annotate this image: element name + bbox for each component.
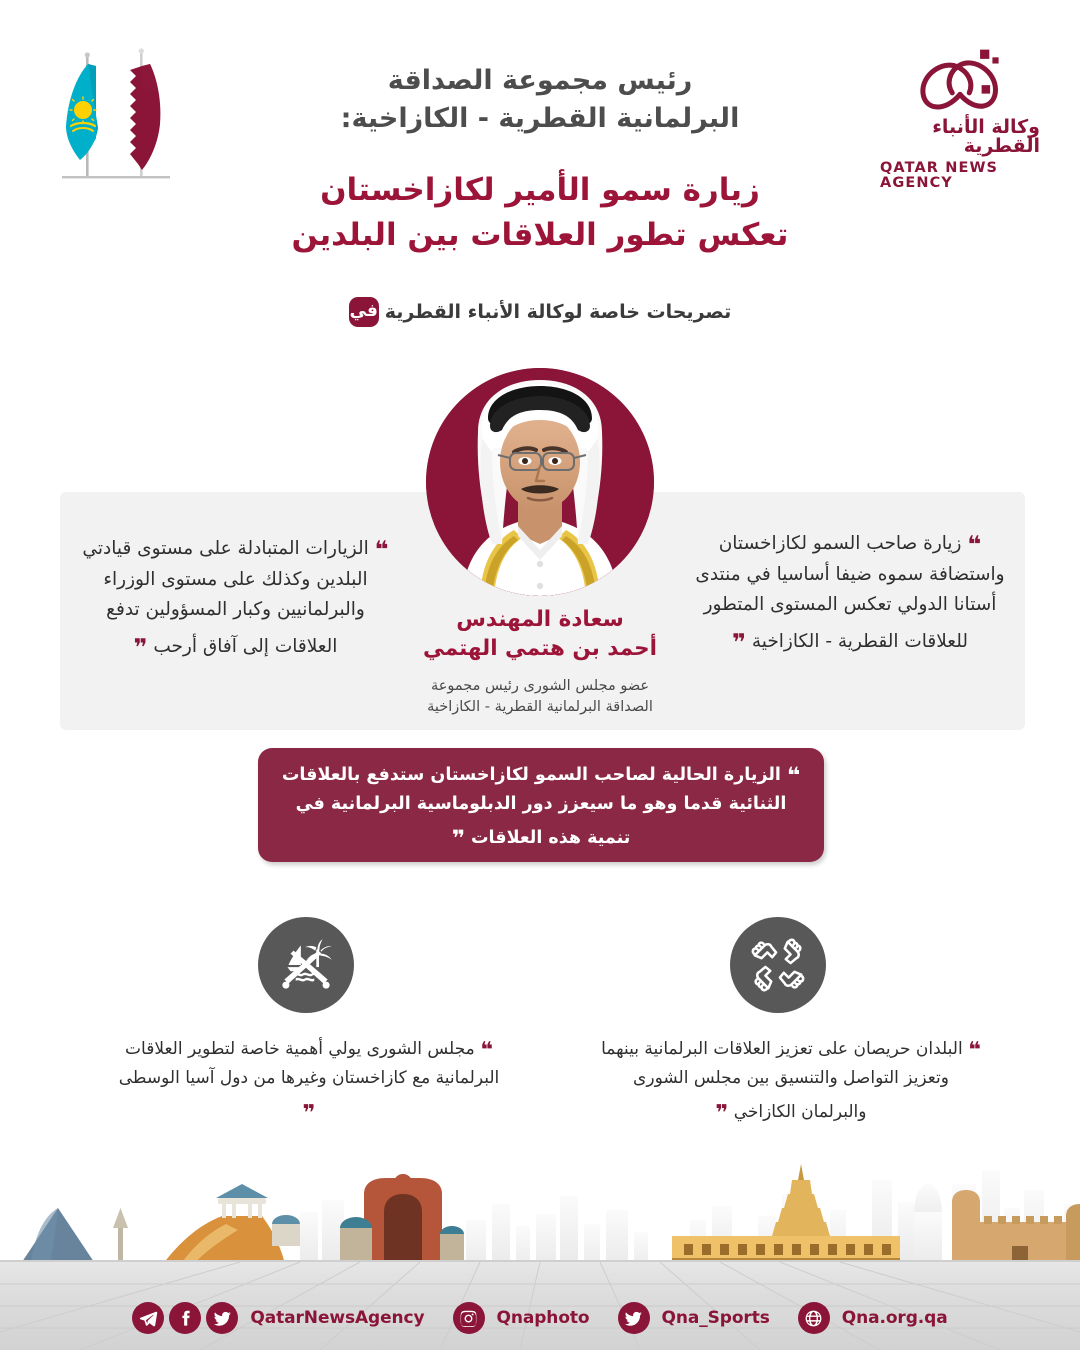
- social-footer: [0, 1296, 1080, 1340]
- twitter-icon[interactable]: [206, 1302, 238, 1334]
- person-role-line-2: الصداقة البرلمانية القطرية - الكازاخية: [427, 698, 653, 715]
- person-name: [330, 606, 750, 663]
- quote-bottom-left-text: مجلس الشورى يولي أهمية خاصة لتطوير العلاقات البرلمانية مع كازاخستان وغيرها من دول آسيا الوسطى: [118, 1039, 500, 1089]
- social-group-qnasports[interactable]: [618, 1302, 770, 1334]
- quote-close-mark: ❞: [715, 1100, 729, 1126]
- headline-line-2: تعكس تطور العلاقات بين البلدين: [291, 216, 789, 253]
- avatar-circle: [426, 368, 654, 596]
- social-handle[interactable]: Qna.org.qa: [841, 1308, 948, 1328]
- person-role: [330, 676, 750, 717]
- subtitle-strip: [0, 297, 1080, 327]
- page-title: [0, 168, 1080, 258]
- kicker-line-2: البرلمانية القطرية - الكازاخية:: [340, 103, 740, 135]
- social-handle[interactable]: QatarNewsAgency: [250, 1308, 425, 1328]
- subtitle-badge: في: [349, 297, 379, 327]
- callout-quote: [281, 756, 801, 854]
- instagram-icon[interactable]: [453, 1302, 485, 1334]
- quote-open-mark: ❝: [374, 535, 389, 564]
- person-role-line-1: عضو مجلس الشورى رئيس مجموعة: [430, 678, 650, 694]
- globe-icon[interactable]: [798, 1302, 830, 1334]
- social-group-website[interactable]: [798, 1302, 948, 1334]
- callout-box: [258, 748, 824, 862]
- logo-english-text: QATAR NEWS AGENCY: [880, 160, 999, 191]
- quote-right-text: زيارة صاحب السمو لكازاخستان واستضافة سموه ضيفا أساسيا في منتدى أستانا الدولي تعكس المستوى المتطور للعلاقات القطرية - الكازاخية: [695, 533, 1005, 653]
- kicker-line-1: رئيس مجموعة الصداقة: [387, 65, 693, 96]
- subtitle-text: تصريحات خاصة لوكالة الأنباء القطرية: [384, 301, 732, 323]
- quote-close-mark: ❞: [133, 633, 148, 662]
- qatar-emblem-icon: [258, 917, 354, 1013]
- quote-bottom-right-text: البلدان حريصان على تعزيز العلاقات البرلمانية بينهما وتعزيز التواصل والتنسيق بين مجلس الشورى والبرلمان الكازاخي: [601, 1039, 963, 1122]
- kicker: [0, 62, 1080, 139]
- quote-close-mark: ❞: [732, 628, 746, 657]
- quote-open-mark: ❝: [787, 762, 801, 789]
- headline-line-1: زيارة سمو الأمير لكازاخستان: [320, 172, 760, 208]
- quote-bottom-left: [118, 1030, 500, 1128]
- quote-bottom-right: [600, 1030, 982, 1128]
- quote-close-mark: ❞: [451, 825, 465, 852]
- social-group-qatarnewsagency[interactable]: [132, 1302, 424, 1334]
- social-group-qnaphoto[interactable]: [453, 1302, 590, 1334]
- quote-open-mark: ❝: [480, 1038, 493, 1064]
- social-handle[interactable]: Qna_Sports: [661, 1308, 770, 1328]
- quote-open-mark: ❝: [967, 530, 982, 559]
- quote-close-mark: ❞: [302, 1100, 316, 1126]
- quote-open-mark: ❝: [968, 1038, 981, 1064]
- telegram-icon[interactable]: [132, 1302, 164, 1334]
- person-name-line-2: أحمد بن هتمي الهتمي: [422, 635, 657, 661]
- portrait-illustration: [426, 368, 654, 596]
- twitter-icon[interactable]: [618, 1302, 650, 1334]
- avatar: [426, 368, 654, 596]
- person-name-line-1: سعادة المهندس: [456, 607, 624, 632]
- facebook-icon[interactable]: [169, 1302, 201, 1334]
- callout-quote-text: الزيارة الحالية لصاحب السمو لكازاخستان ستدفع بالعلاقات الثنائية قدما وهو ما سيعزز دور الدبلوماسية البرلمانية في تنمية هذه العلاقات: [281, 764, 787, 848]
- four-hands-partnership-icon: [730, 917, 826, 1013]
- quote-left-text: الزيارات المتبادلة على مستوى قيادتي البلدين وكذلك على مستوى الوزراء والبرلمانيين وكبار المسؤولين تدفع العلاقات إلى آفاق أرحب: [82, 538, 369, 658]
- social-handle[interactable]: Qnaphoto: [496, 1308, 590, 1328]
- logo-arabic-text: وكالة الأنباء القطرية: [932, 116, 1040, 157]
